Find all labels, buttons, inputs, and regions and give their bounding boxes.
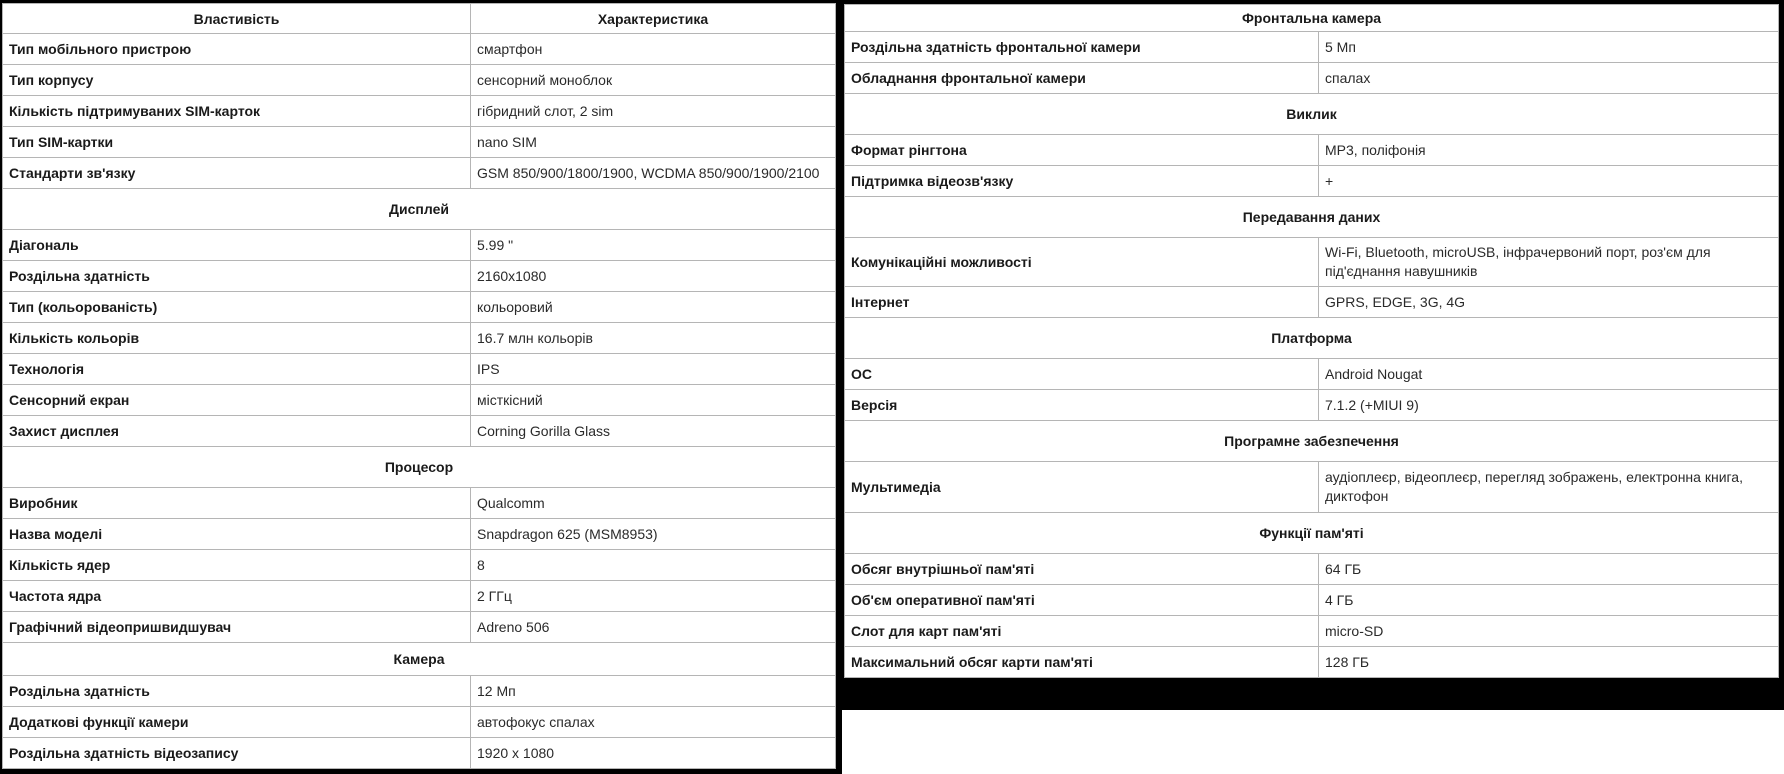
section-row-memory [845,513,1779,554]
table-row [3,707,836,738]
property-value: Android Nougat [1319,359,1779,390]
property-label: Максимальний обсяг карти пам'яті [845,647,1319,678]
property-value: 7.1.2 (+MIUI 9) [1319,390,1779,421]
property-value: 1920 x 1080 [471,738,836,769]
section-title-software: Програмне забезпечення [845,421,1779,462]
table-row [845,390,1779,421]
property-value: місткісний [471,385,836,416]
table-row [845,462,1779,513]
property-label: Графічний відеопришвидшувач [3,612,471,643]
section-title-cpu: Процесор [3,447,836,488]
property-value: 5.99 " [471,230,836,261]
table-row [845,166,1779,197]
property-value: 12 Мп [471,676,836,707]
table-row [3,676,836,707]
section-title-camera: Камера [3,643,836,676]
table-row [845,287,1779,318]
section-row-data-transfer [845,197,1779,238]
table-row [3,230,836,261]
property-value: 128 ГБ [1319,647,1779,678]
section-title-call: Виклик [845,94,1779,135]
property-value: 16.7 млн кольорів [471,323,836,354]
table-row [845,238,1779,287]
table-row [3,581,836,612]
property-label: Роздільна здатність [3,676,471,707]
table-row [3,127,836,158]
property-label: Сенсорний екран [3,385,471,416]
table-row [845,32,1779,63]
left-spec-table [2,3,836,769]
property-value: 5 Мп [1319,32,1779,63]
property-value: GPRS, EDGE, 3G, 4G [1319,287,1779,318]
property-value: кольоровий [471,292,836,323]
table-row [845,359,1779,390]
property-label: Обладнання фронтальної камери [845,63,1319,94]
property-value: гібридний слот, 2 sim [471,96,836,127]
table-row [3,416,836,447]
property-label: Роздільна здатність відеозапису [3,738,471,769]
property-label: Назва моделі [3,519,471,550]
property-label: Комунікаційні можливості [845,238,1319,287]
section-title-platform: Платформа [845,318,1779,359]
table-row [845,554,1779,585]
table-row [3,354,836,385]
property-label: Діагональ [3,230,471,261]
table-row [3,34,836,65]
property-value: + [1319,166,1779,197]
property-value: Qualcomm [471,488,836,519]
table-row [3,738,836,769]
property-label: Кількість підтримуваних SIM-карток [3,96,471,127]
table-row [3,65,836,96]
section-row-camera [3,643,836,676]
property-value: 2160x1080 [471,261,836,292]
property-label: Кількість ядер [3,550,471,581]
property-value: 2 ГГц [471,581,836,612]
property-value: 8 [471,550,836,581]
property-value: Snapdragon 625 (MSM8953) [471,519,836,550]
property-label: Формат рінгтона [845,135,1319,166]
section-title-front-camera: Фронтальна камера [845,5,1779,32]
property-label: Підтримка відеозв'язку [845,166,1319,197]
left-spec-panel [0,0,842,774]
table-row [3,488,836,519]
property-value: nano SIM [471,127,836,158]
section-title-data-transfer: Передавання даних [845,197,1779,238]
property-label: Обсяг внутрішньої пам'яті [845,554,1319,585]
property-value: Wi-Fi, Bluetooth, microUSB, інфрачервоний порт, роз'єм для під'єднання навушників [1319,238,1779,287]
property-value: Adreno 506 [471,612,836,643]
section-row-call [845,94,1779,135]
property-label: Тип мобільного пристрою [3,34,471,65]
property-label: Тип SIM-картки [3,127,471,158]
property-value: спалах [1319,63,1779,94]
table-row [845,585,1779,616]
property-value: 64 ГБ [1319,554,1779,585]
table-row [845,135,1779,166]
property-value: смартфон [471,34,836,65]
property-value: GSM 850/900/1800/1900, WCDMA 850/900/1900/2100 [471,158,836,189]
table-row [3,261,836,292]
section-row-front-camera [845,5,1779,32]
table-row [3,158,836,189]
section-row-software [845,421,1779,462]
property-label: Мультимедіа [845,462,1319,513]
property-label: Тип корпусу [3,65,471,96]
table-row [3,385,836,416]
section-row-platform [845,318,1779,359]
property-value: IPS [471,354,836,385]
section-row-cpu [3,447,836,488]
property-label: ОС [845,359,1319,390]
property-value: micro-SD [1319,616,1779,647]
property-label: Захист дисплея [3,416,471,447]
table-row [845,647,1779,678]
property-label: Стандарти зв'язку [3,158,471,189]
property-value: 4 ГБ [1319,585,1779,616]
property-label: Кількість кольорів [3,323,471,354]
property-value: автофокус спалах [471,707,836,738]
property-value: Corning Gorilla Glass [471,416,836,447]
header-characteristic: Характеристика [471,4,836,34]
table-row [3,612,836,643]
right-spec-panel [836,0,1784,710]
table-row [3,292,836,323]
table-row [3,323,836,354]
property-label: Слот для карт пам'яті [845,616,1319,647]
section-title-memory: Функції пам'яті [845,513,1779,554]
property-value: аудіоплеєр, відеоплеєр, перегляд зображень, електронна книга, диктофон [1319,462,1779,513]
property-value: сенсорний моноблок [471,65,836,96]
property-value: MP3, поліфонія [1319,135,1779,166]
table-header-row [3,4,836,34]
property-label: Частота ядра [3,581,471,612]
property-label: Інтернет [845,287,1319,318]
table-row [3,550,836,581]
property-label: Виробник [3,488,471,519]
table-row [3,519,836,550]
header-property: Властивість [3,4,471,34]
property-label: Роздільна здатність фронтальної камери [845,32,1319,63]
table-row [845,63,1779,94]
table-row [845,616,1779,647]
table-row [3,96,836,127]
property-label: Роздільна здатність [3,261,471,292]
property-label: Тип (кольорованість) [3,292,471,323]
property-label: Версія [845,390,1319,421]
section-title-display: Дисплей [3,189,836,230]
right-spec-table [844,4,1779,678]
property-label: Технологія [3,354,471,385]
property-label: Об'єм оперативної пам'яті [845,585,1319,616]
section-row-display [3,189,836,230]
property-label: Додаткові функції камери [3,707,471,738]
